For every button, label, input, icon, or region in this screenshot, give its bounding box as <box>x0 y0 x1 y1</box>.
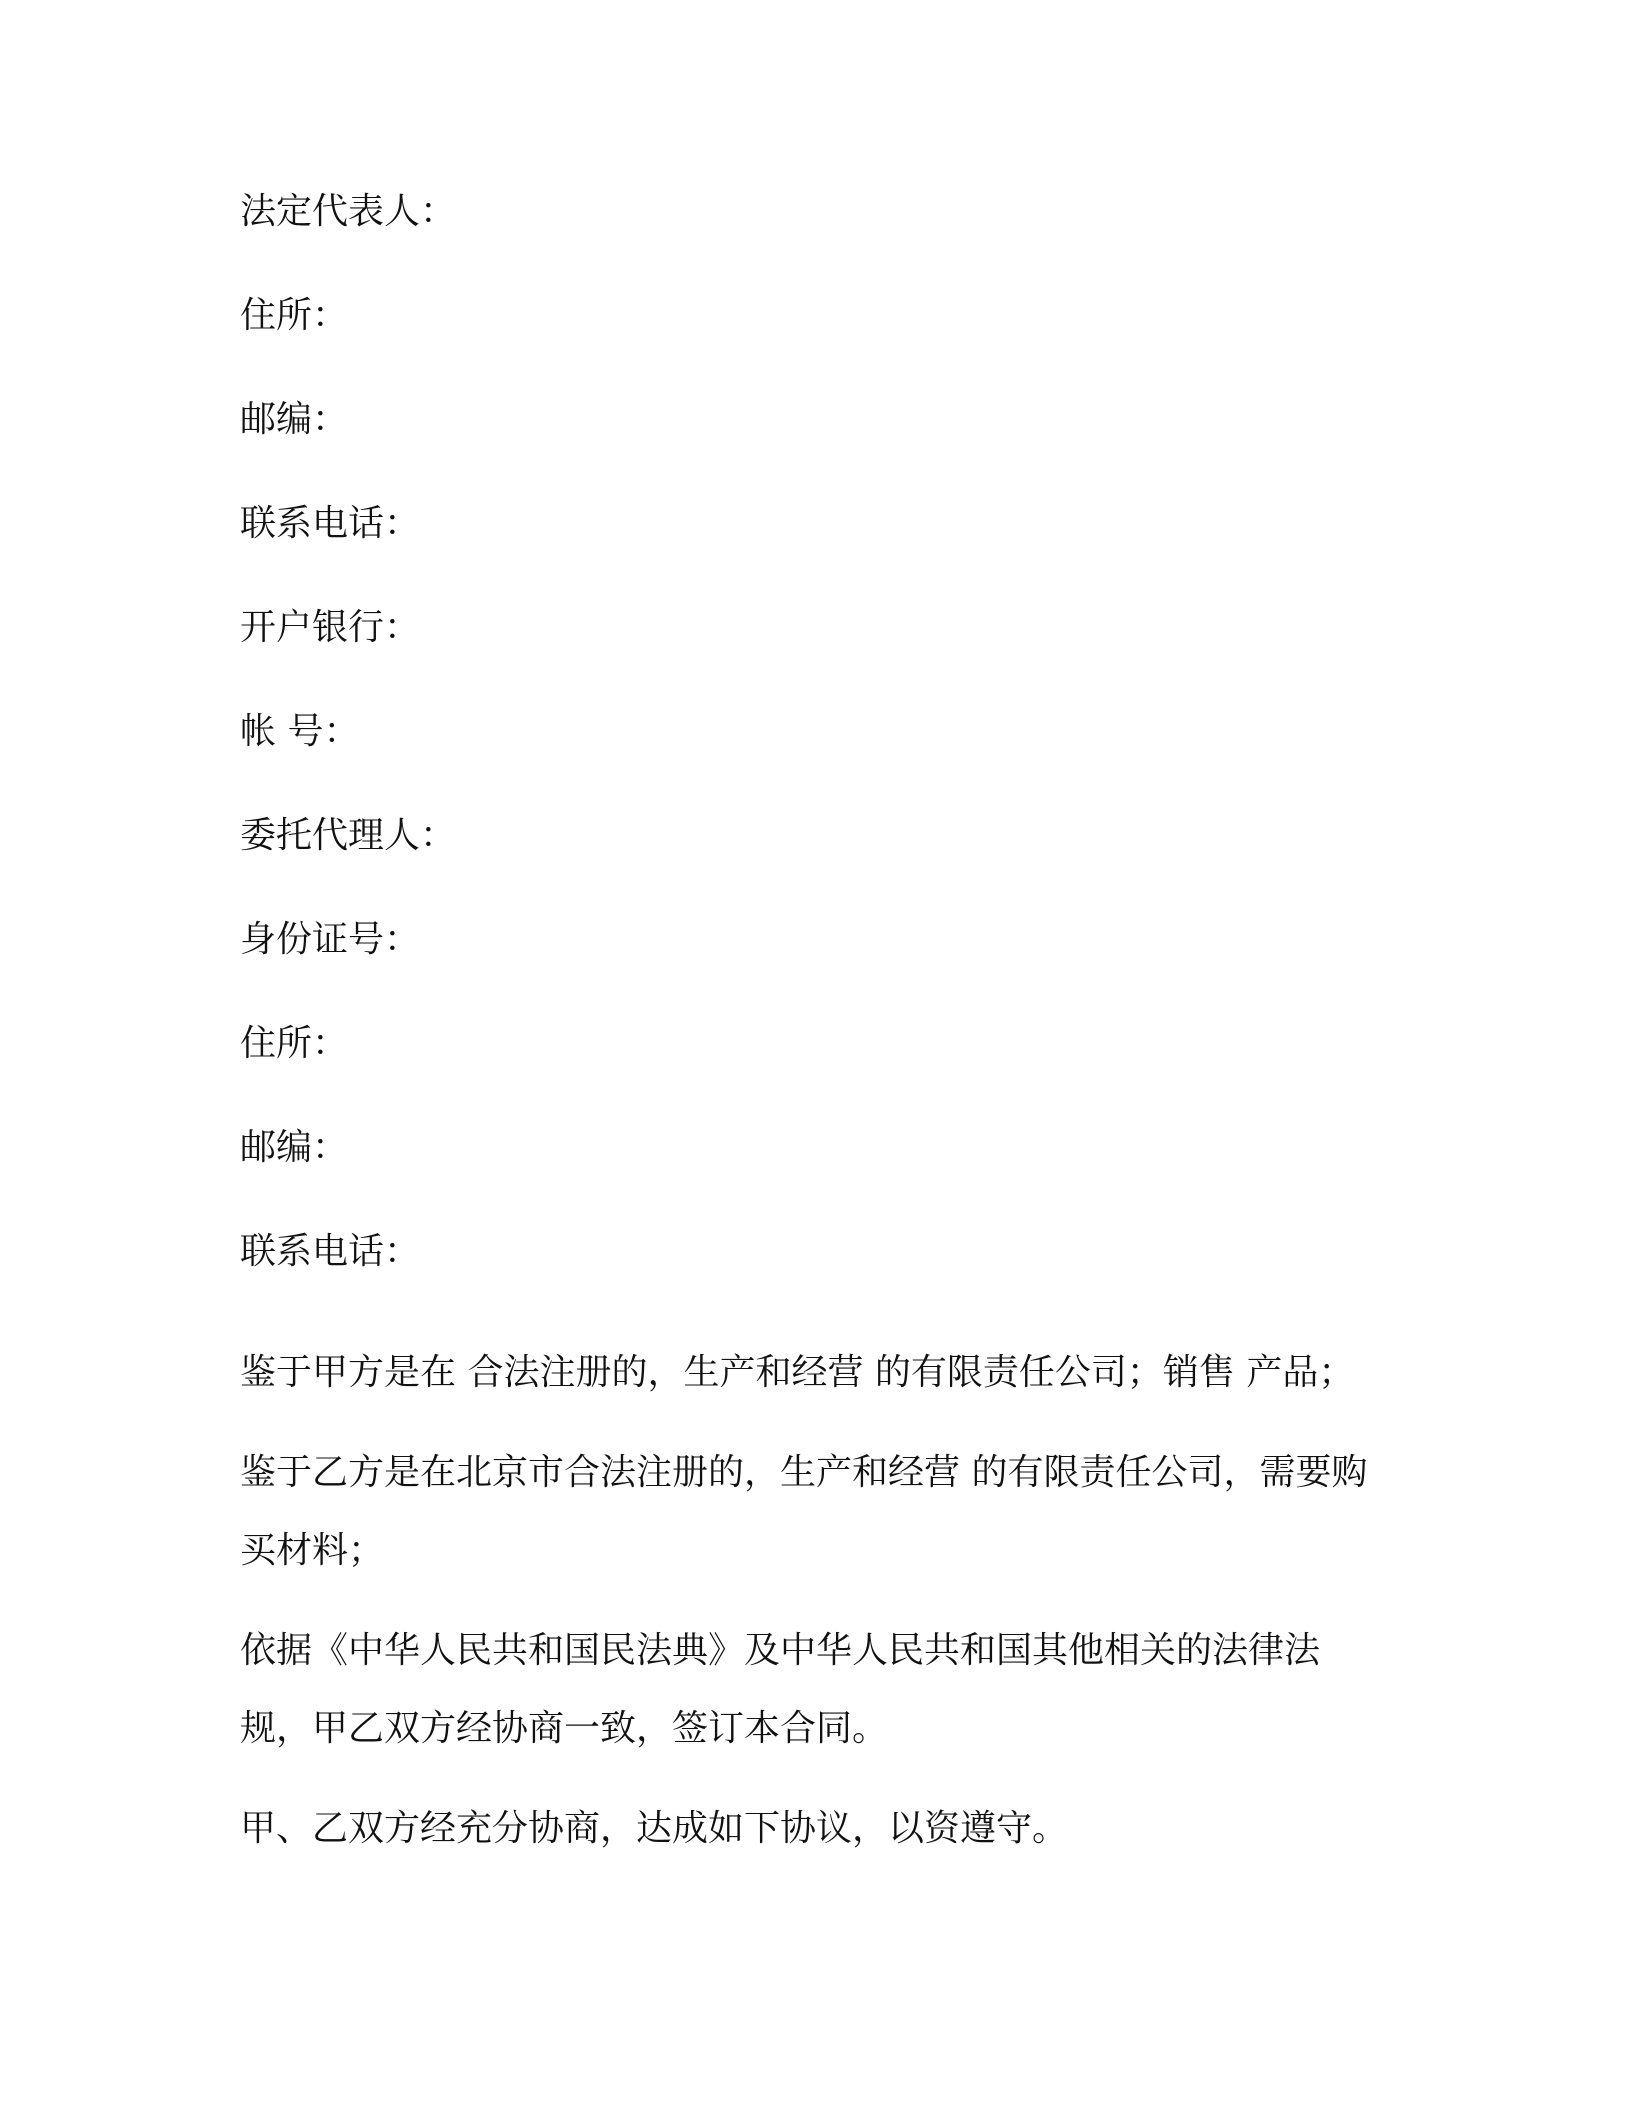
document-content <box>240 190 1380 1868</box>
field-agent-address: 住所： <box>240 1023 349 1064</box>
field-authorized-agent: 委托代理人： <box>240 815 457 856</box>
field-legal-representative: 法定代表人： <box>240 191 457 232</box>
field-agent-phone: 联系电话： <box>240 1231 421 1272</box>
field-account-number: 帐 号： <box>240 711 360 752</box>
field-agent-postcode: 邮编： <box>240 1127 349 1168</box>
paragraph-legal-basis: 依据《中华人民共和国民法典》及中华人民共和国其他相关的法律法规，甲乙双方经协商一致，签订本合同。 <box>240 1630 1321 1749</box>
field-postcode: 邮编： <box>240 399 349 440</box>
field-bank: 开户银行： <box>240 607 421 648</box>
field-id-number: 身份证号： <box>240 919 421 960</box>
field-phone: 联系电话： <box>240 503 421 544</box>
paragraph-party-a: 鉴于甲方是在 合法注册的，生产和经营 的有限责任公司；销售 产品； <box>240 1352 1355 1393</box>
field-address: 住所： <box>240 295 349 336</box>
paragraph-agreement: 甲、乙双方经充分协商，达成如下协议，以资遵守。 <box>240 1808 1069 1849</box>
paragraph-party-b: 鉴于乙方是在北京市合法注册的，生产和经营 的有限责任公司，需要购买材料； <box>240 1452 1368 1571</box>
